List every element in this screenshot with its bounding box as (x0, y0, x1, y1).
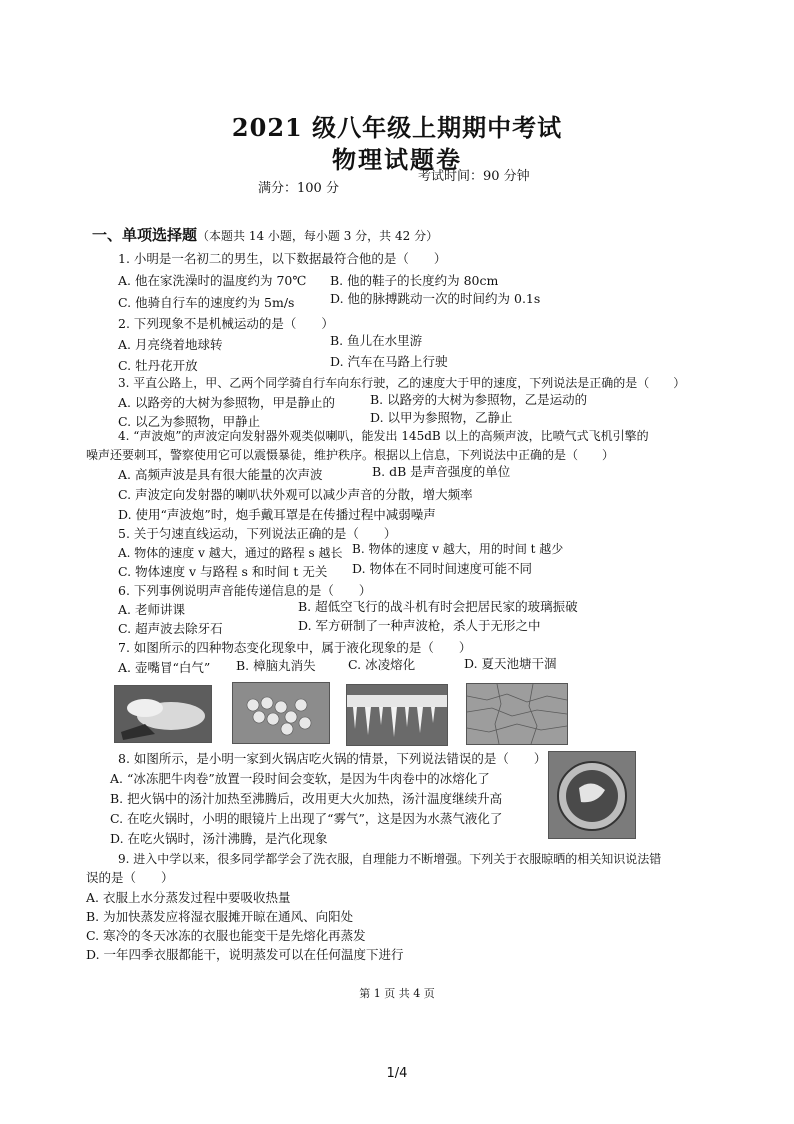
option-2b: B. 鱼儿在水里游 (330, 333, 423, 348)
question-7: 7. 如图所示的四种物态变化现象中，属于液化现象的是（ ） (118, 640, 472, 655)
question-4-line2: 噪声还要刺耳，警察使用它可以震慑暴徒，维护秩序。根据以上信息，下列说法中正确的是（ ） (86, 448, 615, 462)
exam-time: 考试时间：90 分钟 (418, 169, 530, 184)
option-3a: A. 以路旁的大树为参照物，甲是静止的 (118, 395, 335, 410)
option-4c: C. 声波定向发射器的喇叭状外观可以减少声音的分散，增大频率 (118, 487, 473, 502)
option-1d: D. 他的脉搏跳动一次的时间约为 0.1s (330, 291, 541, 306)
option-1a: A. 他在家洗澡时的温度约为 70℃ (118, 273, 307, 288)
dry-pond-photo (466, 683, 568, 745)
option-2d: D. 汽车在马路上行驶 (330, 354, 448, 369)
option-3b: B. 以路旁的大树为参照物，乙是运动的 (370, 392, 588, 407)
option-4a: A. 高频声波是具有很大能量的次声波 (118, 467, 323, 482)
option-3c: C. 以乙为参照物，甲静止 (118, 414, 261, 429)
kettle-steam-photo (114, 685, 212, 743)
option-8c: C. 在吃火锅时，小明的眼镜片上出现了“雾气”，这是因为水蒸气液化了 (110, 811, 503, 826)
camphor-balls-photo (232, 682, 330, 744)
option-9b: B. 为加快蒸发应将湿衣服摊开晾在通风、向阳处 (86, 909, 354, 924)
option-2a: A. 月亮绕着地球转 (118, 337, 223, 352)
option-6a: A. 老师讲课 (118, 602, 185, 617)
page-number: 1/4 (386, 1066, 408, 1081)
hotpot-photo (548, 751, 636, 839)
option-9d: D. 一年四季衣服都能干，说明蒸发可以在任何温度下进行 (86, 947, 404, 962)
option-4d: D. 使用“声波炮”时，炮手戴耳罩是在传播过程中减弱噪声 (118, 507, 436, 522)
option-6d: D. 军方研制了一种声波枪，杀人于无形之中 (298, 618, 541, 633)
question-2: 2. 下列现象不是机械运动的是（ ） (118, 316, 334, 331)
section-note: （本题共 14 小题，每小题 3 分，共 42 分） (197, 229, 439, 243)
full-score: 满分：100 分 (258, 181, 339, 196)
page-footer: 第 1 页 共 4 页 (359, 987, 435, 1000)
question-9-line1: 9. 进入中学以来，很多同学都学会了洗衣服，自理能力不断增强。下列关于衣服晾晒的相关知识说法错 (118, 852, 662, 866)
option-8d: D. 在吃火锅时，汤汁沸腾，是汽化现象 (110, 831, 328, 846)
option-9c: C. 寒冷的冬天冰冻的衣服也能变干是先熔化再蒸发 (86, 928, 366, 943)
option-8b: B. 把火锅中的汤汁加热至沸腾后，改用更大火加热，汤汁温度继续升高 (110, 791, 503, 806)
option-8a: A. “冰冻肥牛肉卷”放置一段时间会变软，是因为牛肉卷中的冰熔化了 (110, 771, 490, 786)
option-6b: B. 超低空飞行的战斗机有时会把居民家的玻璃振破 (298, 599, 578, 614)
question-5: 5. 关于匀速直线运动，下列说法正确的是（ ） (118, 526, 397, 541)
question-8: 8. 如图所示，是小明一家到火锅店吃火锅的情景，下列说法错误的是（ ） (118, 751, 547, 766)
option-1b: B. 他的鞋子的长度约为 80cm (330, 273, 499, 288)
question-3: 3. 平直公路上，甲、乙两个同学骑自行车向东行驶，乙的速度大于甲的速度，下列说法是正确的是（ ） (118, 376, 686, 390)
question-9-line2: 误的是（ ） (86, 870, 174, 885)
exam-subtitle: 物理试题卷 (332, 145, 462, 174)
option-5d: D. 物体在不同时间速度可能不同 (352, 561, 533, 576)
option-5c: C. 物体速度 v 与路程 s 和时间 t 无关 (118, 564, 328, 579)
option-9a: A. 衣服上水分蒸发过程中要吸收热量 (86, 890, 291, 905)
question-1: 1. 小明是一名初二的男生，以下数据最符合他的是（ ） (118, 251, 447, 266)
exam-title: 2021 级八年级上期期中考试 (231, 113, 563, 142)
option-6c: C. 超声波去除牙石 (118, 621, 223, 636)
option-1c: C. 他骑自行车的速度约为 5m/s (118, 295, 295, 310)
option-7a: A. 壶嘴冒“白气” (118, 660, 211, 675)
option-2c: C. 牡丹花开放 (118, 358, 198, 373)
icicles-photo (346, 684, 448, 746)
option-7d: D. 夏天池塘干涸 (464, 656, 557, 671)
section-heading (92, 224, 438, 245)
question-4-line1: 4. “声波炮”的声波定向发射器外观类似喇叭，能发出 145dB 以上的高频声波，比喷气式飞机引擎的 (118, 429, 649, 443)
question-6: 6. 下列事例说明声音能传递信息的是（ ） (118, 583, 372, 598)
option-7b: B. 樟脑丸消失 (236, 658, 316, 673)
option-4b: B. dB 是声音强度的单位 (372, 464, 511, 479)
option-3d: D. 以甲为参照物，乙静止 (370, 410, 513, 425)
option-5b: B. 物体的速度 v 越大，用的时间 t 越少 (352, 542, 564, 556)
option-7c: C. 冰凌熔化 (348, 657, 416, 672)
section-title: 一、单项选择题 (92, 226, 198, 244)
option-5a: A. 物体的速度 v 越大，通过的路程 s 越长 (118, 546, 343, 560)
